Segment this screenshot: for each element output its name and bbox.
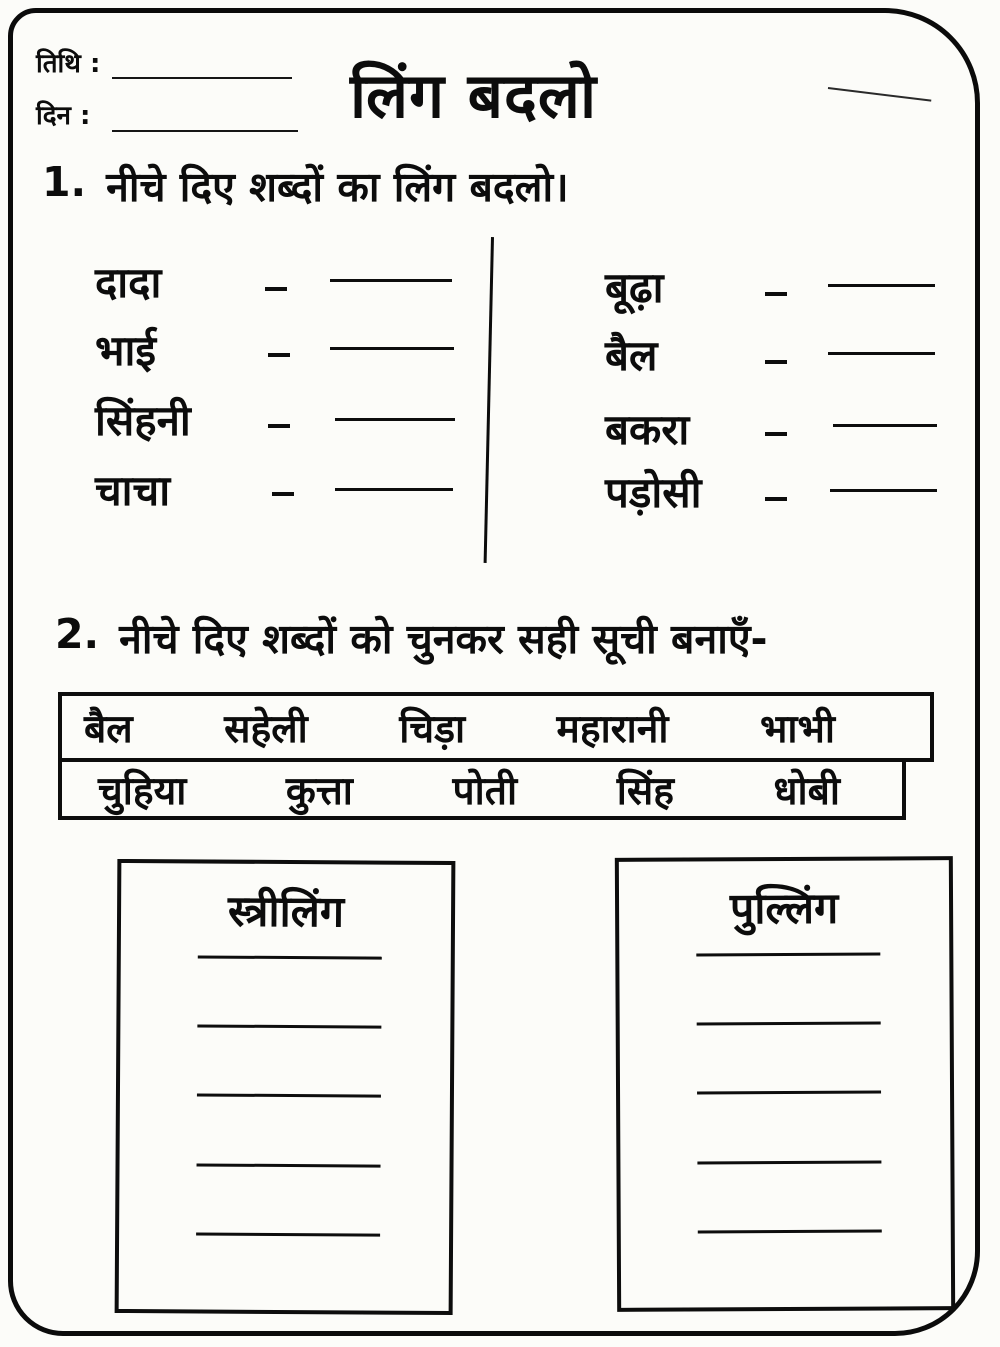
q2-prompt [55,610,768,666]
write-line [197,1163,381,1167]
answer-line [335,418,455,421]
write-line [198,955,382,959]
answer-dash [268,353,290,357]
word-label: सिंहनी [95,396,191,445]
word-label: चाचा [95,466,171,515]
word-bank-item: चिड़ा [399,706,466,752]
day-label: दिन : [36,101,91,131]
page-title: लिंग बदलो [350,59,598,132]
write-line [196,1232,380,1236]
answer-dash [765,497,787,501]
q2-number: 2. [55,610,100,658]
answer-line [330,347,454,350]
write-line [698,1229,882,1233]
day-line [112,130,298,132]
date-line [112,77,292,79]
word-bank-item: महारानी [556,706,669,752]
word-bank-row [58,758,906,820]
q1-number: 1. [42,158,87,206]
answer-dash [265,287,287,291]
write-line [697,1090,881,1094]
write-line [696,952,880,956]
write-line [197,1093,381,1097]
masculine-box [615,856,955,1312]
word-bank-item: बैल [84,706,133,752]
word-bank-item: कुत्ता [285,768,353,814]
write-line [197,1024,381,1028]
answer-line [828,352,935,355]
masculine-header: पुल्लिंग [729,883,839,935]
word-label: बूढ़ा [605,263,664,312]
word-bank-item: पोती [452,768,518,814]
q2-text: नीचे दिए शब्दों को चुनकर सही सूची बनाएँ- [119,615,768,663]
answer-line [335,488,453,491]
answer-line [828,284,935,287]
write-line [697,1021,881,1025]
word-bank-item: चुहिया [98,768,187,814]
word-bank-item: धोबी [773,768,840,814]
q1-text: नीचे दिए शब्दों का लिंग बदलो। [106,163,569,211]
answer-dash [268,424,290,428]
word-bank-item: सहेली [224,706,308,752]
word-bank-row [58,692,934,762]
word-label: भाई [95,326,157,375]
answer-dash [272,492,294,496]
date-label: तिथि : [36,49,101,79]
answer-dash [765,360,787,364]
answer-line [830,489,937,492]
q1-prompt [42,158,569,214]
word-bank-item: सिंह [616,768,674,814]
word-label: बकरा [605,405,690,454]
answer-dash [765,292,787,296]
word-label: दादा [95,258,162,307]
feminine-header: स्त्रीलिंग [227,886,345,938]
feminine-box [115,859,456,1315]
write-line [697,1160,881,1164]
answer-dash [765,432,787,436]
word-bank-item: भाभी [759,706,835,752]
answer-line [833,424,937,427]
word-label: बैल [605,331,658,380]
answer-line [330,279,452,282]
word-label: पड़ोसी [605,468,702,517]
